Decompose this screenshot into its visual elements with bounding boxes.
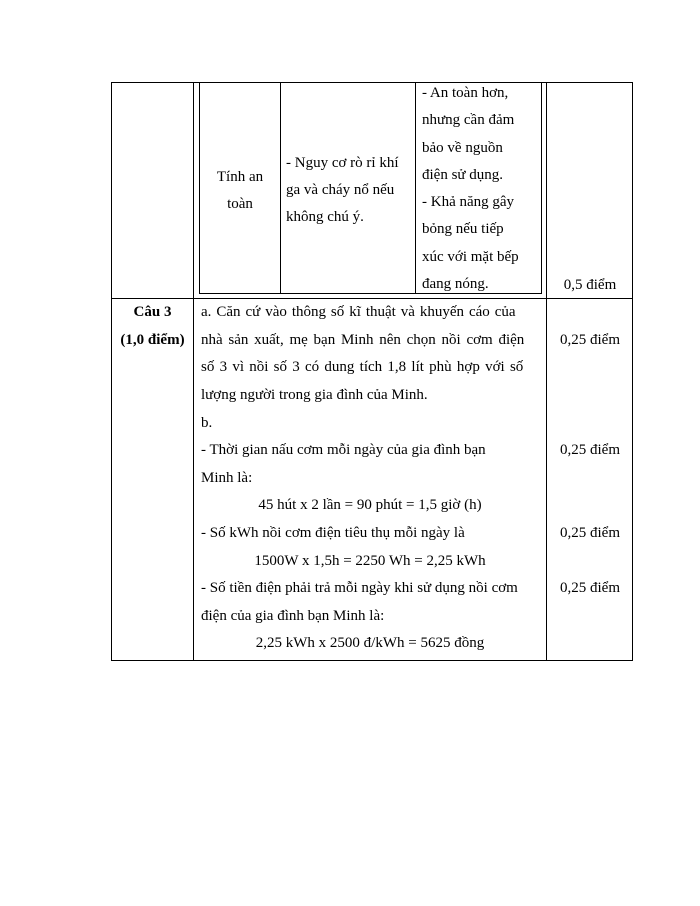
question-points: (1,0 điểm): [120, 332, 185, 348]
nested-col-divider-1: [280, 82, 281, 294]
score-part-b2: 0,25 điểm: [560, 525, 620, 541]
answer-line: số 3 vì nồi số 3 có dung tích 1,8 lít phù hợp với số: [201, 359, 524, 375]
criterion-line: toàn: [227, 196, 253, 212]
gas-stove-line: không chú ý.: [286, 209, 364, 225]
answer-formula: 45 hút x 2 lần = 90 phút = 1,5 giờ (h): [258, 497, 482, 513]
score-part-b3: 0,25 điểm: [560, 580, 620, 596]
gas-stove-cell: [286, 150, 399, 231]
answer-line: - Số tiền điện phải trả mỗi ngày khi sử dụng nồi cơm: [201, 580, 518, 596]
answer-formula: 1500W x 1,5h = 2250 Wh = 2,25 kWh: [254, 553, 486, 569]
answer-line: lượng người trong gia đình của Minh.: [201, 387, 428, 403]
answer-line: Minh là:: [201, 470, 253, 486]
question-label: Câu 3: [133, 304, 172, 320]
gas-stove-line: ga và cháy nổ nếu: [286, 182, 395, 198]
induction-line: đang nóng.: [422, 276, 489, 293]
criterion-cell: [200, 164, 280, 218]
col-divider-score: [546, 82, 547, 661]
nested-col-right: [541, 82, 542, 294]
col-divider-1: [193, 82, 194, 661]
score-part-b1: 0,25 điểm: [560, 442, 620, 458]
induction-stove-cell: [422, 80, 519, 298]
induction-line: bỏng nếu tiếp: [422, 221, 504, 238]
answer-line: - Thời gian nấu cơm mỗi ngày của gia đình bạn: [201, 442, 486, 458]
induction-line: bảo về nguồn: [422, 139, 503, 156]
answer-line: b.: [201, 415, 213, 431]
criterion-line: Tính an: [216, 169, 264, 185]
answer-line: a. Căn cứ vào thông số kĩ thuật và khuyến cáo của: [201, 304, 516, 320]
induction-line: điện sử dụng.: [422, 166, 504, 183]
score-row1: 0,5 điểm: [563, 277, 617, 293]
gas-stove-line: - Nguy cơ rò rỉ khí: [286, 155, 399, 171]
nested-col-divider-2: [415, 82, 416, 294]
table-right-border: [632, 82, 633, 661]
table-bottom-border: [111, 660, 633, 661]
induction-line: nhưng cần đảm: [422, 112, 515, 129]
answer-formula: 2,25 kWh x 2500 đ/kWh = 5625 đồng: [255, 635, 485, 651]
induction-line: - An toàn hơn,: [422, 85, 509, 101]
induction-line: xúc với mặt bếp: [422, 248, 519, 265]
score-part-a: 0,25 điểm: [560, 332, 620, 348]
induction-line: - Khả năng gây: [422, 194, 515, 211]
row-divider: [111, 298, 633, 299]
answer-line: nhà sản xuất, mẹ bạn Minh nên chọn nồi cơm điện: [201, 332, 525, 348]
answer-line: - Số kWh nồi cơm điện tiêu thụ mỗi ngày là: [201, 525, 465, 541]
answer-line: điện của gia đình bạn Minh là:: [201, 608, 385, 624]
table-left-border: [111, 82, 112, 661]
